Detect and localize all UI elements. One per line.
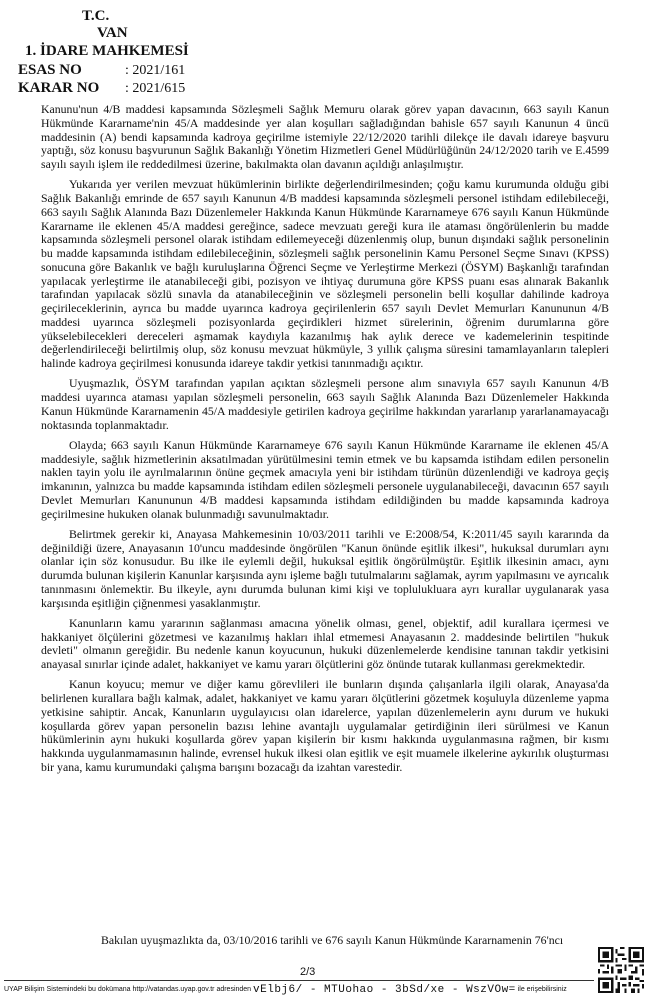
karar-label: KARAR NO <box>18 80 100 96</box>
document-body <box>41 103 609 781</box>
court-name: 1. İDARE MAHKEMESİ <box>25 43 189 59</box>
footer-divider <box>4 980 594 981</box>
paragraph-6: Kanunların kamu yararının sağlanması amacına yönelik olması, genel, objektif, adil kurallara içermesi ve hakkaniyet ölçülerini gözetmesi ve kazanılmış hakları ihlal etmemesi Anayasanın 2. maddesinde belirtilen "hukuk devleti" olmanın gereğidir. Bu nedenle kanun koyucunun, hukuki düzenlemelerde kendisine tanınan takdir yetkisini anayasal sınırlar içinde adalet, hakkaniyet ve kamu yararı ölçütlerini göz önünde tutarak kullanması gerekmektedir. <box>41 615 609 671</box>
header-tc: T.C. <box>82 8 110 24</box>
header-city: VAN <box>97 25 128 41</box>
footer-suffix: ile erişebilirsiniz <box>517 986 567 993</box>
qr-code-icon <box>598 947 644 993</box>
paragraph-5: Belirtmek gerekir ki, Anayasa Mahkemesinin 10/03/2011 tarihli ve E:2008/54, K:2011/45 sayılı kararında da değinildiği üzere, Anayasanın 10'uncu maddesinde öngörülen "Kanun önünde eşitlik ilkesi", hukuksal durumları aynı olanlar için söz konusudur. Bu ilke ile eylemli değil, hukuksal eşitlik öngörülmüştür. Eşitlik ilkesinin amacı, aynı durumda bulunan kişilerin Kanunlar karşısında aynı işleme bağlı tutulmalarını sağlamak, ayrım yapılmasını ve ayrıcalık tanınmasını önlemektir. Bu ilkeyle, aynı durumda bulunan kimi kişi ve toplulukluara ayrı kurallar uygulanarak yasa karşısında eşitliğin çiğnenmesi yasaklanmıştır. <box>41 526 609 610</box>
paragraph-2: Yukarıda yer verilen mevzuat hükümlerinin birlikte değerlendirilmesinden; çoğu kamu kurumunda olduğu gibi Sağlık Bakanlığı emrinde de 657 sayılı Kanunun 4/B maddesi kapsamında sözleşmeli personel istihdam edilebileceği, 663 sayılı Sağlık Alanında Bazı Düzenlemeler Hakkında Kanun Hükmünde Kararnameye 676 sayılı Kanun Hükmünde Kararname ile eklenen 45/A maddesi gereğince, sadece mevzuatı gereği kura ile ataması öngörülenlerin bu madde kapsamında sözleşmeli personel olarak istihdam edilemeyeceği düzenlenmiş olup, bunun dışındaki sağlık personelinin bu madde kapsamında istihdam edilebileceğinin, sözleşmeli sağlık personelinin Kamu Personel Seçme Sınavı (KPSS) sonucuna göre Bakanlık ve bağlı kuruluşlarına Öğrenci Seçme ve Yerleştirme Merkezi (ÖSYM) Başkanlığı tarafından yapılacak yerleştirme ile atanabileceği gibi, pozisyon ve ihtiyaç durumuna göre KPSS puanı esas alınarak Bakanlık tarafından yapılacak sözlü sınavla da atanabileceğinin ve sözleşmeli personelin belli koşullar dahilinde kadroya geçirileceklerinin, ayrıca bu madde uyarınca kadroya geçirilenlerin 657 sayılı Devlet Memurları Kanununun 4/B maddesi uyarınca sözleşmeli pozisyonlarda geçirdikleri hizmet sürelerinin, öğrenim durumlarına göre yükselebilecekleri dereceleri aşmamak kaydıyla kazanılmış hak aylık derece ve kademelerinin tespitinde değerlendirileceği belirtilmiş olup, söz konusu mevzuat hükmüyle, 3 yıllık çalışma süresini tamamlayanların talepleri halinde kadroya geçirilmesi konusunda idareye takdir yetkisi tanınmadığı açıktır. <box>41 177 609 370</box>
paragraph-3: Uyuşmazlık, ÖSYM tarafından yapılan açıktan sözleşmeli persone alım sınavıyla 657 sayılı Kanunun 4/B maddesi uyarınca ataması yapılan sözleşmeli personelin, 663 sayılı Sağlık Alanında Bazı Düzenlemeler Hakkında Kanun Hükmünde Kararnamenin 45/A maddesiyle getirilen kadroya geçirilme hakkından yararlanıp yararlanamayacağı noktasında toplanmaktadır. <box>41 376 609 432</box>
paragraph-7: Kanun koyucu; memur ve diğer kamu görevlileri ile bunların dışında çalışanlarla ilgili olarak, Anayasa'da belirlenen kurallara bağlı kalmak, adalet, hakkaniyet ve kamu yararı ölçütlerini gözetmek koşuluyla düzenleme yapma yetkisine sahiptir. Ancak, Kanunların uygulayıcısı olan idarelerce, yapılan düzenlemelerin aynı durum ve hukuki koşullarda görev yapan personelin bazısı lehine avantajlı uygulamalar getirdiğinin ileri sürülmesi ve Kanun hükümlerinin aynı hukuki koşullarda görev yapan kişilerin bir kısmı hakkında uygulanmasına rağmen, bir kısmı hakkında uygulanmamasının halinde, evrensel hukuk ilkesi olan eşitlik ve eşit muamele ilkelerine aykırılık oluşturması bir yana, kamu kurumundaki çalışma barışını bozacağı da izahtan varestedir. <box>41 677 609 774</box>
footer <box>4 984 567 996</box>
esas-value: : 2021/161 <box>125 63 186 78</box>
karar-value: : 2021/615 <box>125 81 186 96</box>
footer-prefix: UYAP Bilişim Sistemindeki bu dokümana http://vatandas.uyap.gov.tr adresinden <box>4 986 252 993</box>
paragraph-4: Olayda; 663 sayılı Kanun Hükmünde Kararnameye 676 sayılı Kanun Hükmünde Kararname ile eklenen 45/A maddesiyle, sağlık hizmetlerinin aksatılmadan yürütülmesini temin etmek ve bu kapsamda istihdam edilen personelin naklen tayin yolu ile ayrılmalarının önüne geçmek amacıyla yeni bir istihdam türünün düzenlendiği ve kadroya geçiş imkanının, yalnızca bu madde kapsamında istihdam edilen sözleşmeli personele uygulanabileceği, davacının 657 sayılı Devlet Memurları Kanununun 4/B maddesi kapsamında istihdam edildiğinden bu madde kapsamında kadroya geçirilmesine hukuken olanak bulunmadığı savunulmaktadır. <box>41 437 609 521</box>
footer-access-code: vElbj6/ - MTUohao - 3bSd/xe - WszVOw= <box>253 984 516 996</box>
esas-label: ESAS NO <box>18 62 82 78</box>
paragraph-1: Kanunu'nun 4/B maddesi kapsamında Sözleşmeli Sağlık Memuru olarak görev yapan davacının, 663 sayılı Kanun Hükmünde Kararname'nin 45/A maddesinde yer alan koşulları sağladığından bahisle 657 sayılı Kanunun 4 üncü maddesinin (A) bendi kapsamında kadroya geçirilme istemiyle 22/12/2020 tarihli dilekçe ile davalı idareye başvuru yaptığı, söz konusu başvurunun Sağlık Bakanlığı Yönetim Hizmetleri Genel Müdürlüğünün 24/12/2020 tarih ve E.4599 sayılı sayılı işlem ile reddedilmesi üzerine, bakılmakta olan davanın açıldığı anlaşılmıştır. <box>41 102 609 171</box>
page-number: 2/3 <box>300 966 316 978</box>
paragraph-8: Bakılan uyuşmazlıkta da, 03/10/2016 tarihli ve 676 sayılı Kanun Hükmünde Kararnamenin 76'ncı <box>101 933 564 947</box>
